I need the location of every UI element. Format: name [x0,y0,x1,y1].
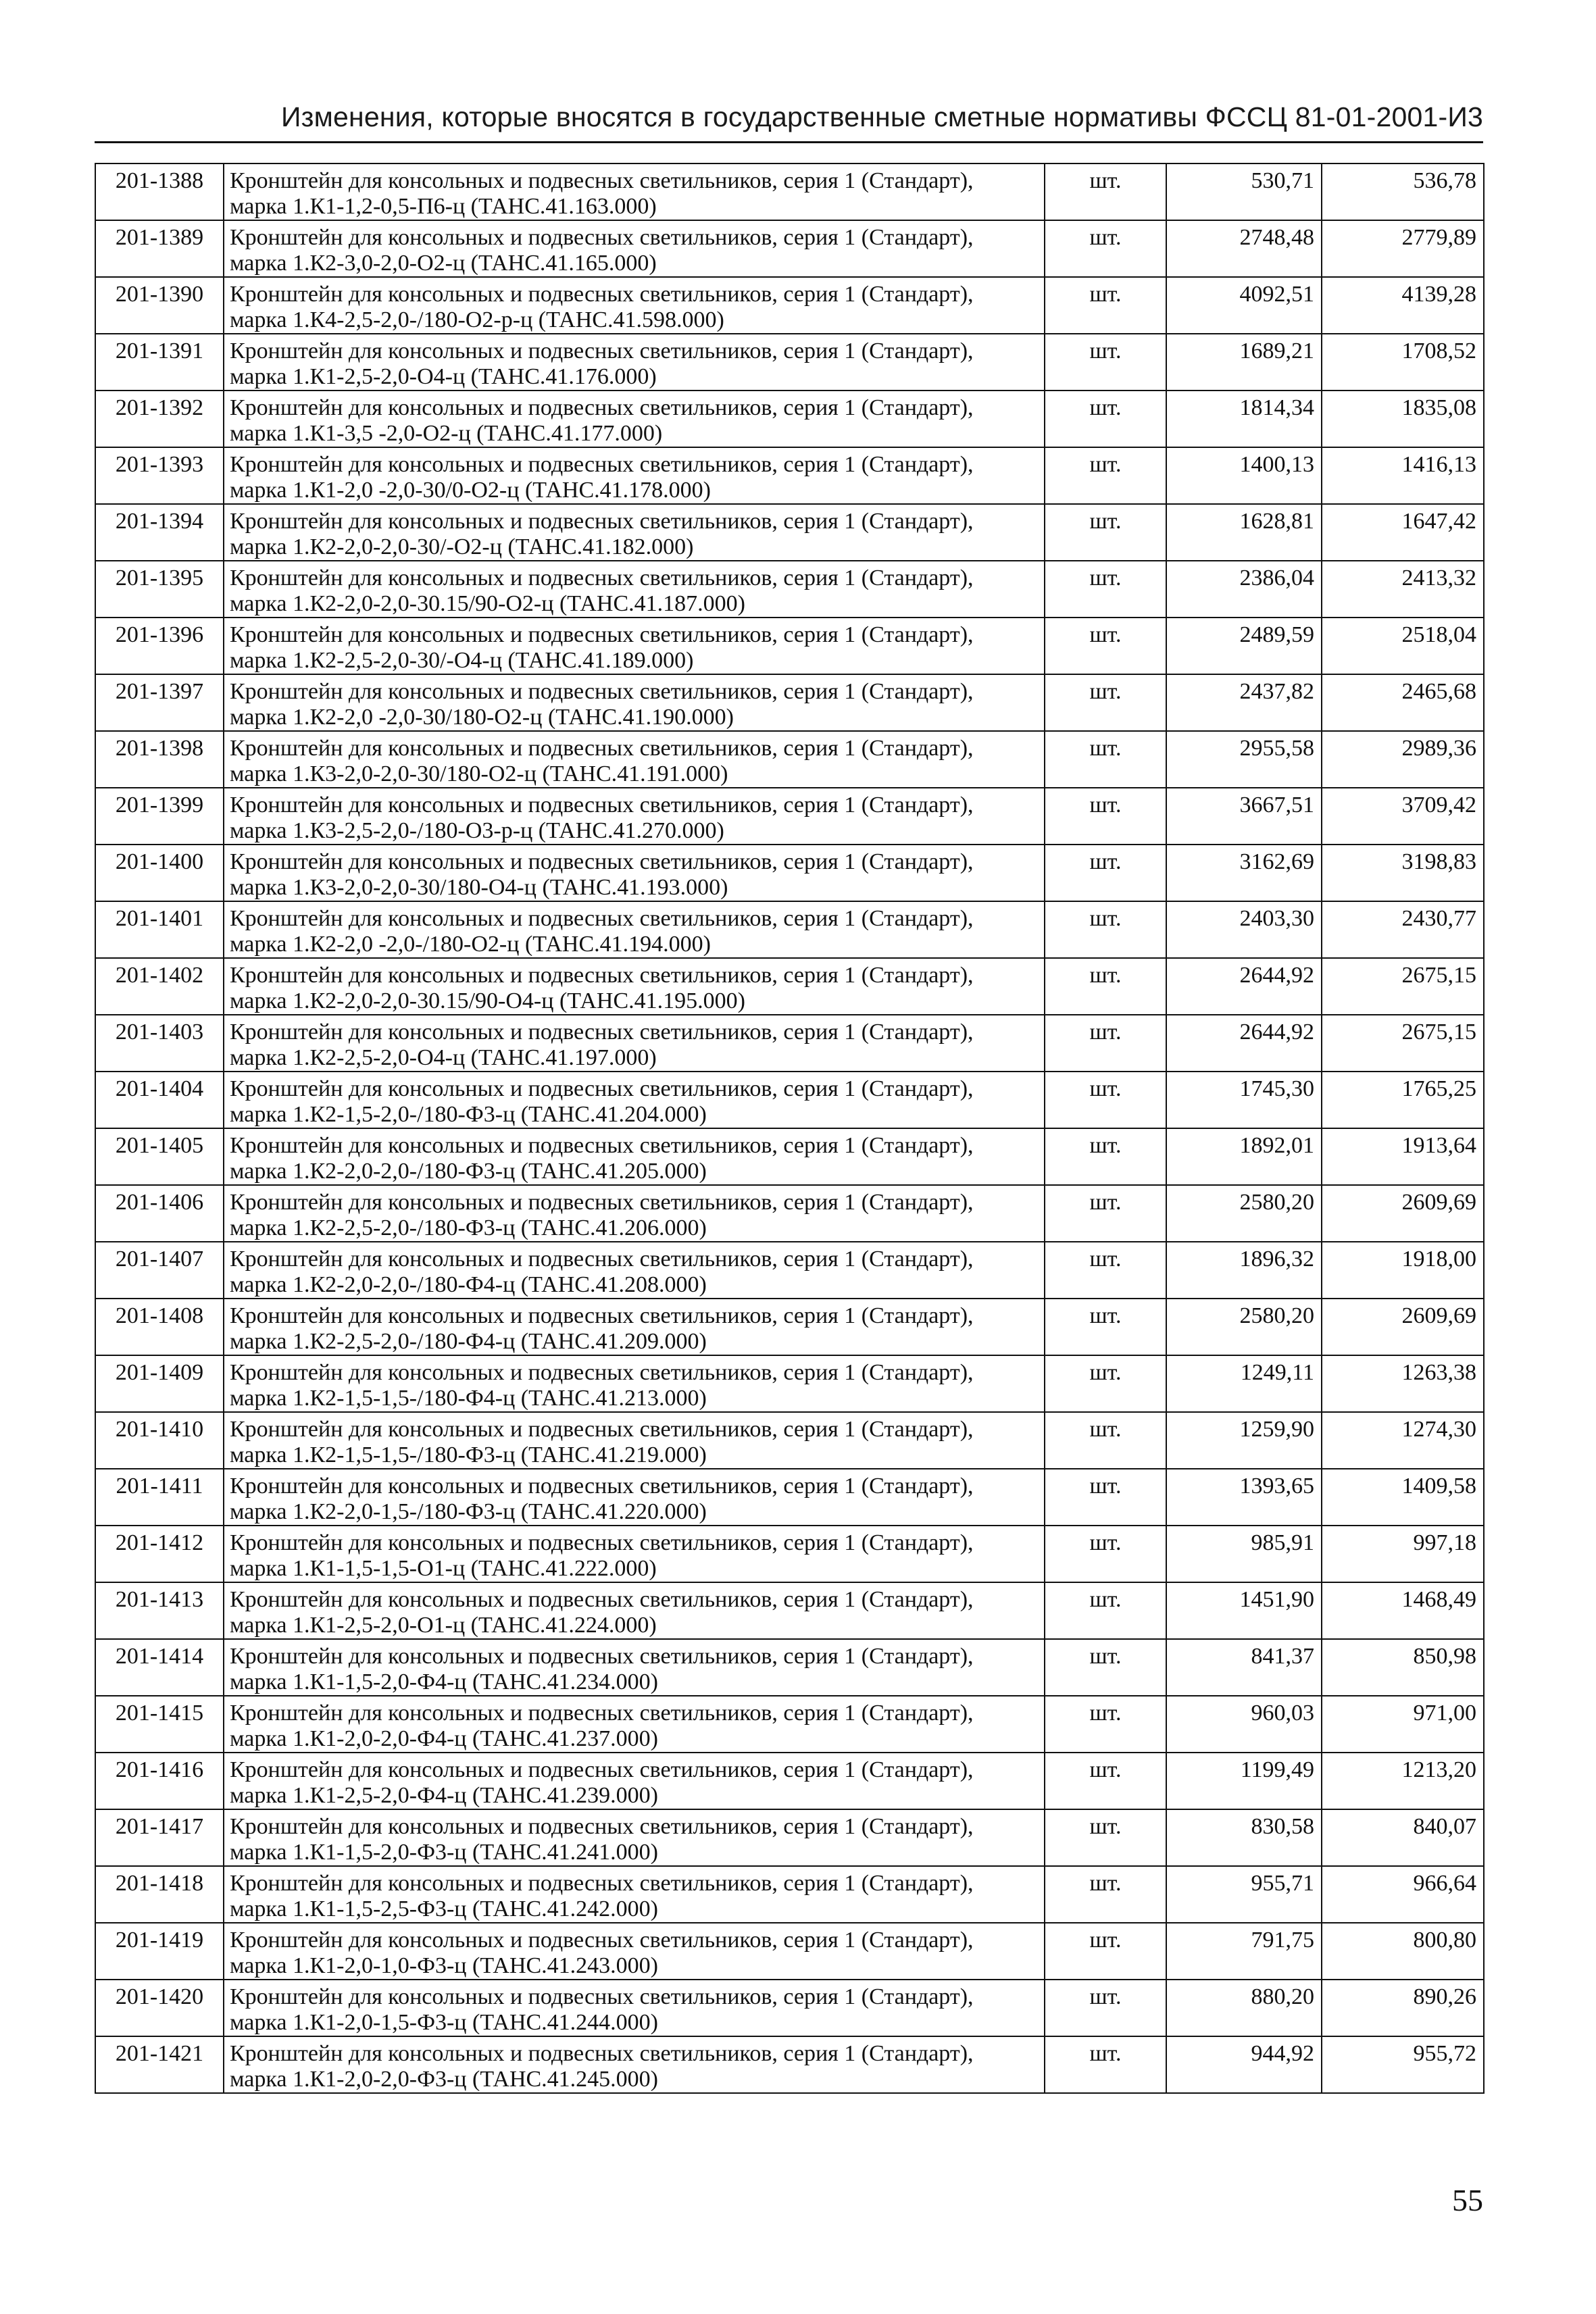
row-description [224,561,1045,618]
description-line-1: Кронштейн для консольных и подвесных светильников, серия 1 (Стандарт), [230,1360,974,1385]
description-line-2: марка 1.К2-2,0 -2,0-30/180-О2-ц (ТАНС.41.190.000) [230,705,734,730]
row-description [224,1355,1045,1412]
row-price-1: 2748,48 [1166,220,1322,277]
row-price-1: 2580,20 [1166,1185,1322,1242]
description-line-2: марка 1.К2-2,5-2,0-/180-Ф3-ц (ТАНС.41.206.000) [230,1215,707,1240]
row-price-1: 530,71 [1166,164,1322,220]
row-description [224,391,1045,447]
row-price-1: 944,92 [1166,2036,1322,2093]
row-unit: шт. [1045,674,1166,731]
row-code: 201-1409 [95,1355,224,1412]
table-row [95,1866,1484,1923]
description-line-1: Кронштейн для консольных и подвесных светильников, серия 1 (Стандарт), [230,1814,974,1839]
description-line-1: Кронштейн для консольных и подвесных светильников, серия 1 (Стандарт), [230,622,974,647]
description-line-1: Кронштейн для консольных и подвесных светильников, серия 1 (Стандарт), [230,1417,974,1442]
row-price-2: 2675,15 [1322,1015,1484,1072]
row-description [224,504,1045,561]
row-price-1: 1451,90 [1166,1582,1322,1639]
row-price-2: 966,64 [1322,1866,1484,1923]
row-code: 201-1391 [95,334,224,391]
row-price-1: 1745,30 [1166,1072,1322,1128]
row-price-2: 890,26 [1322,1980,1484,2036]
table-row [95,1128,1484,1185]
row-unit: шт. [1045,1469,1166,1526]
description-line-2: марка 1.К1-2,0-2,0-Ф3-ц (ТАНС.41.245.000) [230,2067,658,2092]
table-row [95,1980,1484,2036]
row-price-2: 2430,77 [1322,901,1484,958]
row-price-2: 2779,89 [1322,220,1484,277]
row-description [224,845,1045,901]
row-price-1: 1249,11 [1166,1355,1322,1412]
description-line-2: марка 1.К1-3,5 -2,0-О2-ц (ТАНС.41.177.000) [230,421,663,446]
row-price-1: 960,03 [1166,1696,1322,1753]
row-description [224,277,1045,334]
description-line-2: марка 1.К1-1,5-1,5-О1-ц (ТАНС.41.222.000) [230,1556,657,1581]
row-description [224,1923,1045,1980]
row-price-1: 1628,81 [1166,504,1322,561]
row-code: 201-1411 [95,1469,224,1526]
row-price-1: 2644,92 [1166,1015,1322,1072]
table-row [95,1582,1484,1639]
description-line-1: Кронштейн для консольных и подвесных светильников, серия 1 (Стандарт), [230,565,974,590]
table-row [95,391,1484,447]
row-unit: шт. [1045,277,1166,334]
row-unit: шт. [1045,334,1166,391]
description-line-1: Кронштейн для консольных и подвесных светильников, серия 1 (Стандарт), [230,906,974,931]
row-code: 201-1397 [95,674,224,731]
row-unit: шт. [1045,1412,1166,1469]
row-code: 201-1419 [95,1923,224,1980]
row-description [224,447,1045,504]
row-code: 201-1401 [95,901,224,958]
row-price-2: 1409,58 [1322,1469,1484,1526]
table-row [95,845,1484,901]
row-code: 201-1420 [95,1980,224,2036]
description-line-1: Кронштейн для консольных и подвесных светильников, серия 1 (Стандарт), [230,679,974,704]
description-line-2: марка 1.К1-1,5-2,0-Ф4-ц (ТАНС.41.234.000) [230,1669,658,1694]
row-code: 201-1412 [95,1526,224,1582]
row-description [224,1753,1045,1809]
row-price-1: 2644,92 [1166,958,1322,1015]
row-description [224,1072,1045,1128]
row-unit: шт. [1045,561,1166,618]
row-unit: шт. [1045,1242,1166,1299]
row-price-2: 2675,15 [1322,958,1484,1015]
row-code: 201-1398 [95,731,224,788]
table-row [95,731,1484,788]
row-unit: шт. [1045,1185,1166,1242]
description-line-2: марка 1.К2-2,0 -2,0-/180-О2-ц (ТАНС.41.194.000) [230,932,711,957]
row-unit: шт. [1045,1809,1166,1866]
description-line-2: марка 1.К2-2,0-2,0-30.15/90-О2-ц (ТАНС.41.187.000) [230,591,745,616]
description-line-2: марка 1.К1-2,0-1,5-Ф3-ц (ТАНС.41.244.000) [230,2010,658,2035]
row-price-1: 2489,59 [1166,618,1322,674]
description-line-1: Кронштейн для консольных и подвесных светильников, серия 1 (Стандарт), [230,168,974,193]
description-line-2: марка 1.К2-3,0-2,0-О2-ц (ТАНС.41.165.000) [230,251,657,276]
description-line-1: Кронштейн для консольных и подвесных светильников, серия 1 (Стандарт), [230,1474,974,1499]
description-line-1: Кронштейн для консольных и подвесных светильников, серия 1 (Стандарт), [230,1928,974,1953]
row-price-2: 1913,64 [1322,1128,1484,1185]
description-line-1: Кронштейн для консольных и подвесных светильников, серия 1 (Стандарт), [230,849,974,874]
row-description [224,1299,1045,1355]
description-line-1: Кронштейн для консольных и подвесных светильников, серия 1 (Стандарт), [230,1303,974,1328]
page-number: 55 [1452,2183,1483,2217]
description-line-2: марка 1.К3-2,0-2,0-30/180-О4-ц (ТАНС.41.193.000) [230,875,728,900]
description-line-2: марка 1.К2-1,5-2,0-/180-Ф3-ц (ТАНС.41.204.000) [230,1102,707,1127]
row-unit: шт. [1045,1072,1166,1128]
table-row [95,164,1484,220]
description-line-2: марка 1.К1-2,0 -2,0-30/0-О2-ц (ТАНС.41.178.000) [230,478,711,503]
row-price-1: 2955,58 [1166,731,1322,788]
table-row [95,1809,1484,1866]
row-price-2: 1647,42 [1322,504,1484,561]
table-row [95,1526,1484,1582]
row-price-2: 3709,42 [1322,788,1484,845]
table-row [95,1355,1484,1412]
row-price-2: 2989,36 [1322,731,1484,788]
row-code: 201-1399 [95,788,224,845]
table-row [95,674,1484,731]
row-description [224,731,1045,788]
description-line-2: марка 1.К2-2,5-2,0-/180-Ф4-ц (ТАНС.41.209.000) [230,1329,707,1354]
table-row [95,1639,1484,1696]
row-unit: шт. [1045,1299,1166,1355]
row-code: 201-1394 [95,504,224,561]
row-price-2: 1263,38 [1322,1355,1484,1412]
row-price-2: 1274,30 [1322,1412,1484,1469]
description-line-1: Кронштейн для консольных и подвесных светильников, серия 1 (Стандарт), [230,1587,974,1612]
row-price-1: 1393,65 [1166,1469,1322,1526]
description-line-2: марка 1.К2-2,5-2,0-30/-О4-ц (ТАНС.41.189.000) [230,648,694,673]
row-price-2: 3198,83 [1322,845,1484,901]
row-code: 201-1416 [95,1753,224,1809]
row-price-2: 1213,20 [1322,1753,1484,1809]
table-row [95,277,1484,334]
row-unit: шт. [1045,1015,1166,1072]
table-row [95,1185,1484,1242]
row-price-1: 3667,51 [1166,788,1322,845]
table-row [95,504,1484,561]
table-row [95,1072,1484,1128]
row-code: 201-1403 [95,1015,224,1072]
row-price-2: 840,07 [1322,1809,1484,1866]
row-description [224,164,1045,220]
row-description [224,1526,1045,1582]
row-description [224,1639,1045,1696]
row-description [224,1128,1045,1185]
row-unit: шт. [1045,1753,1166,1809]
table-row [95,561,1484,618]
row-description [224,901,1045,958]
row-price-2: 2413,32 [1322,561,1484,618]
row-unit: шт. [1045,788,1166,845]
description-line-2: марка 1.К1-1,5-2,5-Ф3-ц (ТАНС.41.242.000) [230,1896,658,1921]
description-line-1: Кронштейн для консольных и подвесных светильников, серия 1 (Стандарт), [230,1757,974,1782]
description-line-1: Кронштейн для консольных и подвесных светильников, серия 1 (Стандарт), [230,1133,974,1158]
row-code: 201-1396 [95,618,224,674]
description-line-2: марка 1.К2-2,0-2,0-/180-Ф4-ц (ТАНС.41.208.000) [230,1272,707,1297]
table-row [95,2036,1484,2093]
row-price-1: 2386,04 [1166,561,1322,618]
table-row [95,1923,1484,1980]
table-row [95,958,1484,1015]
row-code: 201-1410 [95,1412,224,1469]
row-description [224,1980,1045,2036]
row-description [224,618,1045,674]
description-line-1: Кронштейн для консольных и подвесных светильников, серия 1 (Стандарт), [230,1644,974,1669]
row-code: 201-1400 [95,845,224,901]
header-rule [95,141,1483,143]
row-price-2: 971,00 [1322,1696,1484,1753]
price-table [95,163,1485,2094]
row-unit: шт. [1045,1923,1166,1980]
table-row [95,1469,1484,1526]
description-line-2: марка 1.К2-2,0-2,0-30/-О2-ц (ТАНС.41.182.000) [230,534,694,559]
row-code: 201-1402 [95,958,224,1015]
row-unit: шт. [1045,1639,1166,1696]
description-line-2: марка 1.К1-2,0-2,0-Ф4-ц (ТАНС.41.237.000) [230,1726,658,1751]
row-code: 201-1392 [95,391,224,447]
description-line-2: марка 1.К2-1,5-1,5-/180-Ф4-ц (ТАНС.41.213.000) [230,1386,707,1411]
description-line-2: марка 1.К3-2,5-2,0-/180-О3-р-ц (ТАНС.41.270.000) [230,818,724,843]
description-line-1: Кронштейн для консольных и подвесных светильников, серия 1 (Стандарт), [230,2041,974,2066]
table-row [95,1299,1484,1355]
row-code: 201-1418 [95,1866,224,1923]
row-price-1: 1896,32 [1166,1242,1322,1299]
row-price-1: 791,75 [1166,1923,1322,1980]
description-line-1: Кронштейн для консольных и подвесных светильников, серия 1 (Стандарт), [230,452,974,477]
price-table-body [95,164,1484,2093]
description-line-2: марка 1.К1-2,5-2,0-О4-ц (ТАНС.41.176.000) [230,364,657,389]
row-description [224,1412,1045,1469]
row-code: 201-1413 [95,1582,224,1639]
row-price-2: 800,80 [1322,1923,1484,1980]
row-unit: шт. [1045,391,1166,447]
row-price-2: 1765,25 [1322,1072,1484,1128]
description-line-2: марка 1.К1-1,2-0,5-П6-ц (ТАНС.41.163.000) [230,194,657,219]
description-line-2: марка 1.К2-2,0-2,0-30.15/90-О4-ц (ТАНС.41.195.000) [230,988,745,1013]
row-price-1: 2437,82 [1166,674,1322,731]
row-unit: шт. [1045,845,1166,901]
row-price-2: 4139,28 [1322,277,1484,334]
row-description [224,1696,1045,1753]
table-row [95,1696,1484,1753]
row-description [224,674,1045,731]
description-line-1: Кронштейн для консольных и подвесных светильников, серия 1 (Стандарт), [230,1871,974,1896]
table-row [95,788,1484,845]
row-price-2: 1468,49 [1322,1582,1484,1639]
row-price-1: 1400,13 [1166,447,1322,504]
row-price-1: 830,58 [1166,1809,1322,1866]
row-price-2: 1835,08 [1322,391,1484,447]
row-code: 201-1417 [95,1809,224,1866]
row-price-2: 536,78 [1322,164,1484,220]
table-row [95,1242,1484,1299]
row-price-1: 2403,30 [1166,901,1322,958]
row-unit: шт. [1045,2036,1166,2093]
row-price-1: 880,20 [1166,1980,1322,2036]
description-line-2: марка 1.К2-2,5-2,0-О4-ц (ТАНС.41.197.000) [230,1045,657,1070]
description-line-1: Кронштейн для консольных и подвесных светильников, серия 1 (Стандарт), [230,338,974,363]
row-unit: шт. [1045,220,1166,277]
table-row [95,618,1484,674]
row-unit: шт. [1045,1696,1166,1753]
row-price-1: 1814,34 [1166,391,1322,447]
description-line-1: Кронштейн для консольных и подвесных светильников, серия 1 (Стандарт), [230,1984,974,2009]
row-description [224,1866,1045,1923]
description-line-1: Кронштейн для консольных и подвесных светильников, серия 1 (Стандарт), [230,963,974,988]
row-price-2: 2518,04 [1322,618,1484,674]
row-price-2: 2609,69 [1322,1185,1484,1242]
row-description [224,1242,1045,1299]
row-code: 201-1415 [95,1696,224,1753]
description-line-1: Кронштейн для консольных и подвесных светильников, серия 1 (Стандарт), [230,1190,974,1215]
row-description [224,1185,1045,1242]
row-description [224,1015,1045,1072]
description-line-2: марка 1.К1-2,0-1,0-Ф3-ц (ТАНС.41.243.000) [230,1953,658,1978]
row-description [224,1809,1045,1866]
row-price-1: 1199,49 [1166,1753,1322,1809]
row-price-2: 1416,13 [1322,447,1484,504]
row-price-1: 3162,69 [1166,845,1322,901]
description-line-2: марка 1.К1-2,5-2,0-Ф4-ц (ТАНС.41.239.000) [230,1783,658,1808]
row-price-2: 997,18 [1322,1526,1484,1582]
row-price-1: 955,71 [1166,1866,1322,1923]
row-price-1: 1892,01 [1166,1128,1322,1185]
row-price-1: 1259,90 [1166,1412,1322,1469]
row-price-1: 1689,21 [1166,334,1322,391]
table-row [95,447,1484,504]
description-line-2: марка 1.К2-2,0-1,5-/180-Ф3-ц (ТАНС.41.220.000) [230,1499,707,1524]
row-price-2: 955,72 [1322,2036,1484,2093]
row-unit: шт. [1045,1866,1166,1923]
description-line-1: Кронштейн для консольных и подвесных светильников, серия 1 (Стандарт), [230,1701,974,1726]
page-header-title: Изменения, которые вносятся в государственные сметные нормативы ФССЦ 81-01-2001-И3 [280,101,1483,132]
description-line-1: Кронштейн для консольных и подвесных светильников, серия 1 (Стандарт), [230,282,974,307]
row-code: 201-1406 [95,1185,224,1242]
row-code: 201-1414 [95,1639,224,1696]
row-unit: шт. [1045,1582,1166,1639]
row-code: 201-1408 [95,1299,224,1355]
row-code: 201-1390 [95,277,224,334]
row-unit: шт. [1045,958,1166,1015]
table-row [95,1412,1484,1469]
description-line-1: Кронштейн для консольных и подвесных светильников, серия 1 (Стандарт), [230,1530,974,1555]
row-description [224,958,1045,1015]
row-description [224,1582,1045,1639]
table-row [95,1753,1484,1809]
table-row [95,220,1484,277]
description-line-1: Кронштейн для консольных и подвесных светильников, серия 1 (Стандарт), [230,793,974,818]
description-line-1: Кронштейн для консольных и подвесных светильников, серия 1 (Стандарт), [230,509,974,534]
row-price-1: 841,37 [1166,1639,1322,1696]
description-line-1: Кронштейн для консольных и подвесных светильников, серия 1 (Стандарт), [230,225,974,250]
row-unit: шт. [1045,1980,1166,2036]
row-price-2: 850,98 [1322,1639,1484,1696]
description-line-2: марка 1.К2-2,0-2,0-/180-Ф3-ц (ТАНС.41.205.000) [230,1159,707,1184]
row-unit: шт. [1045,1128,1166,1185]
row-code: 201-1404 [95,1072,224,1128]
description-line-2: марка 1.К3-2,0-2,0-30/180-О2-ц (ТАНС.41.191.000) [230,761,728,786]
description-line-1: Кронштейн для консольных и подвесных светильников, серия 1 (Стандарт), [230,736,974,761]
description-line-2: марка 1.К1-2,5-2,0-О1-ц (ТАНС.41.224.000) [230,1613,657,1638]
table-row [95,1015,1484,1072]
table-row [95,334,1484,391]
row-code: 201-1389 [95,220,224,277]
row-description [224,1469,1045,1526]
row-code: 201-1393 [95,447,224,504]
row-unit: шт. [1045,164,1166,220]
row-description [224,220,1045,277]
description-line-1: Кронштейн для консольных и подвесных светильников, серия 1 (Стандарт), [230,1247,974,1272]
row-unit: шт. [1045,447,1166,504]
row-price-1: 2580,20 [1166,1299,1322,1355]
description-line-1: Кронштейн для консольных и подвесных светильников, серия 1 (Стандарт), [230,395,974,420]
row-code: 201-1407 [95,1242,224,1299]
row-description [224,334,1045,391]
row-description [224,788,1045,845]
description-line-2: марка 1.К2-1,5-1,5-/180-Ф3-ц (ТАНС.41.219.000) [230,1442,707,1467]
description-line-1: Кронштейн для консольных и подвесных светильников, серия 1 (Стандарт), [230,1076,974,1101]
row-code: 201-1405 [95,1128,224,1185]
row-unit: шт. [1045,731,1166,788]
row-unit: шт. [1045,901,1166,958]
row-price-1: 4092,51 [1166,277,1322,334]
row-unit: шт. [1045,1526,1166,1582]
row-unit: шт. [1045,1355,1166,1412]
row-price-2: 2465,68 [1322,674,1484,731]
description-line-2: марка 1.К1-1,5-2,0-Ф3-ц (ТАНС.41.241.000) [230,1840,658,1865]
description-line-1: Кронштейн для консольных и подвесных светильников, серия 1 (Стандарт), [230,1020,974,1045]
description-line-2: марка 1.К4-2,5-2,0-/180-О2-р-ц (ТАНС.41.598.000) [230,307,724,332]
row-description [224,2036,1045,2093]
row-code: 201-1395 [95,561,224,618]
row-price-2: 1918,00 [1322,1242,1484,1299]
row-price-2: 2609,69 [1322,1299,1484,1355]
table-row [95,901,1484,958]
row-code: 201-1388 [95,164,224,220]
row-code: 201-1421 [95,2036,224,2093]
row-unit: шт. [1045,504,1166,561]
row-unit: шт. [1045,618,1166,674]
row-price-1: 985,91 [1166,1526,1322,1582]
row-price-2: 1708,52 [1322,334,1484,391]
